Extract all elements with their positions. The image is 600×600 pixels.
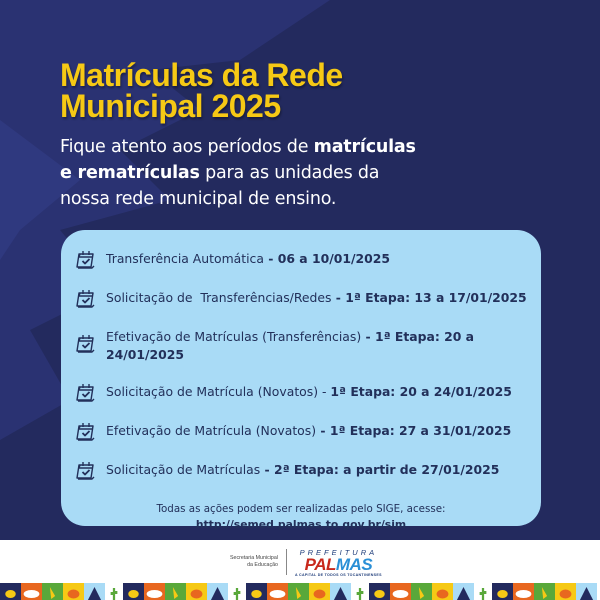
item-date: - 1ª Etapa: 13 a 17/01/2025 <box>331 290 527 305</box>
green-bird-tile <box>411 583 432 600</box>
orange-capybara-tile <box>21 583 42 600</box>
schedule-card <box>61 230 541 531</box>
yellow-sun-tile <box>309 583 330 600</box>
access-note <box>75 501 527 533</box>
white-cactus-tile <box>474 583 492 600</box>
page-title <box>60 57 343 124</box>
palmas-tagline: A CAPITAL DE TODOS OS TOCANTINENSES <box>295 572 382 577</box>
white-cactus-tile <box>351 583 369 600</box>
orange-capybara-tile <box>267 583 288 600</box>
schedule-item <box>75 461 527 481</box>
navy-sun-tile <box>123 583 144 600</box>
title-line-2: Municipal 2025 <box>60 88 281 124</box>
prefeitura-palmas-logo <box>295 548 382 577</box>
green-bird-tile <box>165 583 186 600</box>
yellow-sun-tile <box>432 583 453 600</box>
calendar-check-icon <box>75 459 97 481</box>
green-bird-tile <box>42 583 63 600</box>
sige-link[interactable]: http://semed.palmas.to.gov.br/sim <box>195 518 407 531</box>
logo-divider <box>286 549 287 575</box>
secretaria-line-2: da Educação <box>247 562 278 568</box>
item-label: Solicitação de Transferências/Redes <box>106 290 332 305</box>
navy-sun-tile <box>492 583 513 600</box>
access-note-text: Todas as ações podem ser realizadas pelo SIGE, acesse: <box>156 503 446 515</box>
item-label: Efetivação de Matrícula (Novatos) <box>106 423 317 438</box>
subtitle <box>60 134 500 212</box>
calendar-check-icon <box>75 287 97 309</box>
white-cactus-tile <box>228 583 246 600</box>
green-bird-tile <box>534 583 555 600</box>
subtitle-text: para as unidades da <box>199 163 380 183</box>
decorative-tile-strip <box>0 583 600 600</box>
yellow-sun-tile <box>555 583 576 600</box>
palmas-part-2: MAS <box>335 554 373 574</box>
navy-sun-tile <box>369 583 390 600</box>
subtitle-bold: e rematrículas <box>60 163 200 183</box>
navy-sun-tile <box>246 583 267 600</box>
schedule-item <box>75 383 527 403</box>
lightblue-tree-tile <box>207 583 228 600</box>
secretaria-line-1: Secretaria Municipal <box>230 555 278 561</box>
calendar-check-icon <box>75 332 97 354</box>
secretaria-logo-text <box>200 555 278 569</box>
footer-logos <box>200 543 410 581</box>
schedule-item <box>75 250 527 270</box>
item-date: 1ª Etapa: 20 a 24/01/2025 <box>330 384 512 399</box>
subtitle-text: nossa rede municipal de ensino. <box>60 189 337 209</box>
schedule-item <box>75 328 527 364</box>
item-date: - 2ª Etapa: a partir de 27/01/2025 <box>260 462 500 477</box>
white-cactus-tile <box>105 583 123 600</box>
palmas-wordmark <box>304 554 373 574</box>
orange-capybara-tile <box>144 583 165 600</box>
calendar-check-icon <box>75 248 97 270</box>
orange-capybara-tile <box>513 583 534 600</box>
item-date: - 1ª Etapa: 20 a 24/01/2025 <box>106 329 475 362</box>
schedule-item <box>75 289 527 309</box>
navy-sun-tile <box>0 583 21 600</box>
green-bird-tile <box>288 583 309 600</box>
yellow-sun-tile <box>186 583 207 600</box>
palmas-part-1: PAL <box>304 554 336 574</box>
title-line-1: Matrículas da Rede <box>60 57 343 93</box>
calendar-check-icon <box>75 420 97 442</box>
lightblue-tree-tile <box>330 583 351 600</box>
item-label: Transferência Automática <box>106 251 264 266</box>
item-label: Efetivação de Matrículas (Transferências) <box>106 329 362 344</box>
item-label: Solicitação de Matrícula (Novatos) - <box>106 384 331 399</box>
prefeitura-text: PREFEITURA <box>299 547 378 557</box>
orange-capybara-tile <box>390 583 411 600</box>
schedule-item <box>75 422 527 442</box>
yellow-sun-tile <box>63 583 84 600</box>
lightblue-tree-tile <box>84 583 105 600</box>
subtitle-text: Fique atento aos períodos de <box>60 137 314 157</box>
subtitle-bold: matrículas <box>313 137 416 157</box>
lightblue-tree-tile <box>576 583 597 600</box>
lightblue-tree-tile <box>453 583 474 600</box>
item-date: - 1ª Etapa: 27 a 31/01/2025 <box>316 423 512 438</box>
calendar-check-icon <box>75 381 97 403</box>
item-date: - 06 a 10/01/2025 <box>263 251 390 266</box>
item-label: Solicitação de Matrículas <box>106 462 261 477</box>
